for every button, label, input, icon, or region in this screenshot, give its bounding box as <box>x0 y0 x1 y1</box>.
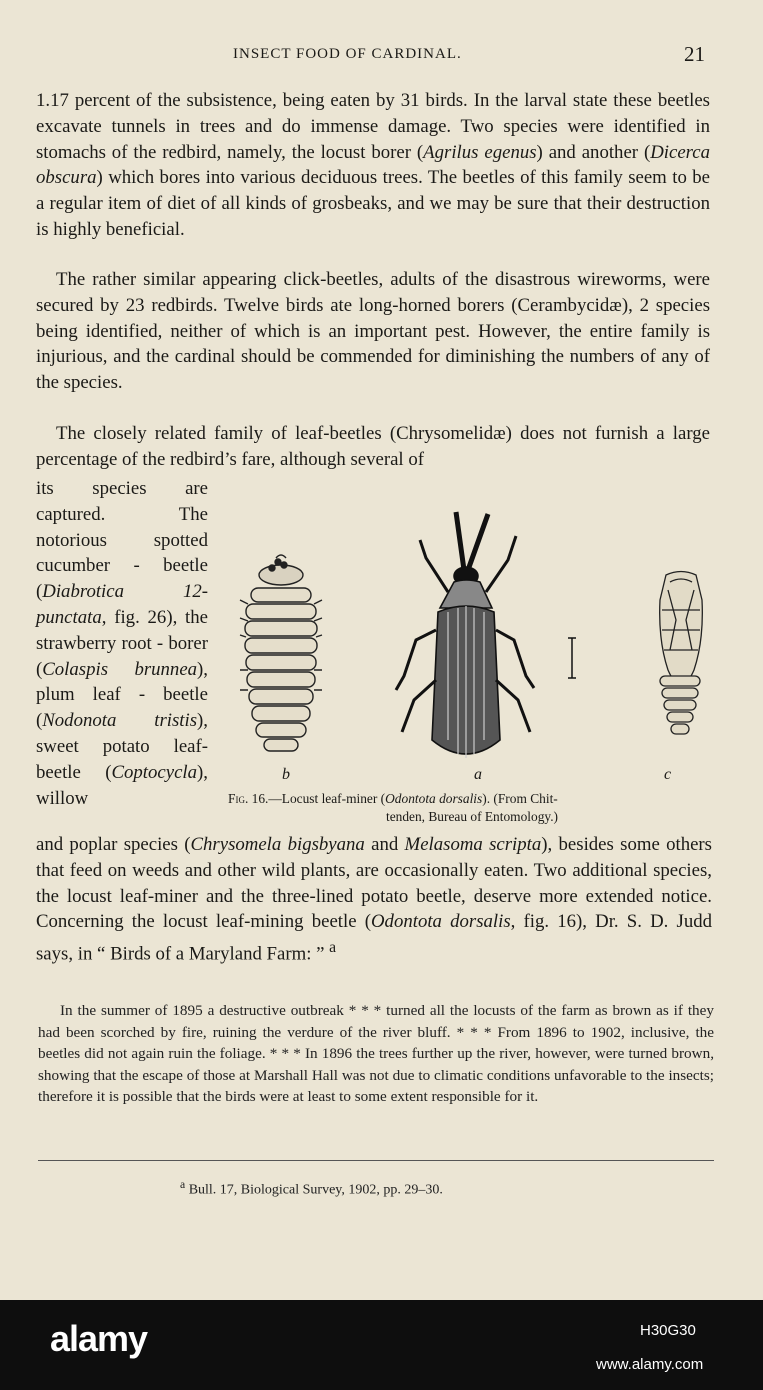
figure-label-c: c <box>664 766 672 783</box>
text-run: The rather similar appearing click-beetles, adults of the disastrous wireworms, were secured by 23 redbirds. Twelve birds ate long-horned borers (Cerambycidæ), 2 species being identified, neither of which is an important pest. However, the entire family is injurious, and the cardinal should be commended for diminishing the numbers of any of the species. <box>36 269 710 394</box>
beetle-illustration <box>226 500 716 785</box>
italic-run: Colaspis brunnea <box>42 658 198 680</box>
footnote-ref: a <box>329 939 337 957</box>
text-run: ), willow <box>36 761 208 809</box>
text-run: ), besides some others that feed on weeds and other wild plants, are occasionally eaten. Two additional species, the locust leaf-miner and the three-lined potato beetle, deserve more extended notice. Concerning the locust leaf-mining beetle ( <box>36 834 712 933</box>
figure-label-a: a <box>474 766 482 783</box>
italic-run: Coptocycla <box>111 761 198 783</box>
pupa-drawing <box>660 572 703 735</box>
paragraph-click-beetles <box>36 267 710 396</box>
brand-logo: alamy <box>50 1318 148 1359</box>
caption-species: Odontota dorsalis <box>385 791 483 806</box>
text-run: ), sweet potato leaf-beetle ( <box>36 710 208 783</box>
italic-run: Agrilus egenus <box>423 141 537 163</box>
brand-url: www.alamy.com <box>596 1356 704 1373</box>
caption-fig-number: Fig. 16. <box>228 791 269 806</box>
image-id: H30G30 <box>640 1322 696 1339</box>
italic-run: Odontota dorsalis <box>370 911 511 933</box>
running-title: INSECT FOOD OF CARDINAL. <box>233 46 462 62</box>
text-run: its species are captured. The notorious spotted cucumber - beetle ( <box>36 478 208 603</box>
footnote-text: Bull. 17, Biological Survey, 1902, pp. 29–30. <box>188 1182 443 1198</box>
text-run: ) and another ( <box>536 141 651 163</box>
paragraph-buprestid <box>36 88 710 243</box>
paragraph-leaf-beetles <box>36 421 710 473</box>
text-run: and <box>364 834 405 855</box>
figure-label-b: b <box>282 766 290 783</box>
footnote <box>180 1178 443 1199</box>
page-header <box>0 42 763 70</box>
italic-run: Diabrotica 12-punctata <box>36 581 208 628</box>
caption-credit-line2: tenden, Bureau of Entomology.) <box>385 809 559 824</box>
italic-run: Dicerca obscura <box>36 141 711 189</box>
text-run: ) which bores into various deciduous trees. The beetles of this family seem to be a regular item of diet of all kinds of grosbeaks, and we may be sure that their destruction is highly beneficial. <box>36 167 710 240</box>
italic-run: Nodonota tristis <box>42 710 198 732</box>
caption-text: —Locust leaf-miner ( <box>268 791 386 806</box>
footnote-marker: a <box>180 1178 186 1191</box>
block-quote <box>38 1000 714 1108</box>
figure-caption <box>228 790 716 826</box>
text-run: The closely related family of leaf-beetles (Chrysomelidæ) does not furnish a large percentage of the redbird’s fare, although several of <box>36 423 710 470</box>
text-run: , fig. 26), the strawberry root - borer ( <box>36 606 208 680</box>
text-run: 1.17 percent of the subsistence, being eaten by 31 birds. In the larval state these beetles excavate tunnels in trees and do immense damage. Two species were identified in stomachs of the redbird, namely, the locust borer ( <box>36 90 710 163</box>
italic-run: Chrysomela bigsbyana <box>190 834 365 855</box>
figure-locust-leaf-miner <box>226 500 716 785</box>
caption-credit: ). (From Chit- <box>482 791 558 806</box>
italic-run: Melasoma scripta <box>404 834 542 855</box>
text-run: ), plum leaf - beetle ( <box>36 658 208 732</box>
text-run: , fig. 16), Dr. S. D. Judd says, in “ Birds of a Maryland Farm: ” <box>36 911 712 965</box>
larva-drawing <box>240 555 322 751</box>
paragraph-leaf-beetles-continued <box>36 832 712 967</box>
page-number: 21 <box>684 42 705 66</box>
text-run: and poplar species ( <box>36 834 191 855</box>
block-quote-text: In the summer of 1895 a destructive outbreak * * * turned all the locusts of the farm as brown as if they had been scorched by fire, ruining the verdure of the river bluff. * * * From 1896 to 1902, inclusive, the beetles did not again ruin the foliage. * * * In 1896 the trees further up the river, however, were turned brown, showing that the escape of those at Marshall Hall was not due to climatic conditions unfavorable to the insects; therefore it is possible that the birds were at least to some extent responsible for it. <box>38 1002 714 1106</box>
paragraph-leaf-beetles-wrap <box>36 476 208 811</box>
adult-beetle-drawing <box>396 512 576 758</box>
footnote-rule <box>38 1160 714 1161</box>
